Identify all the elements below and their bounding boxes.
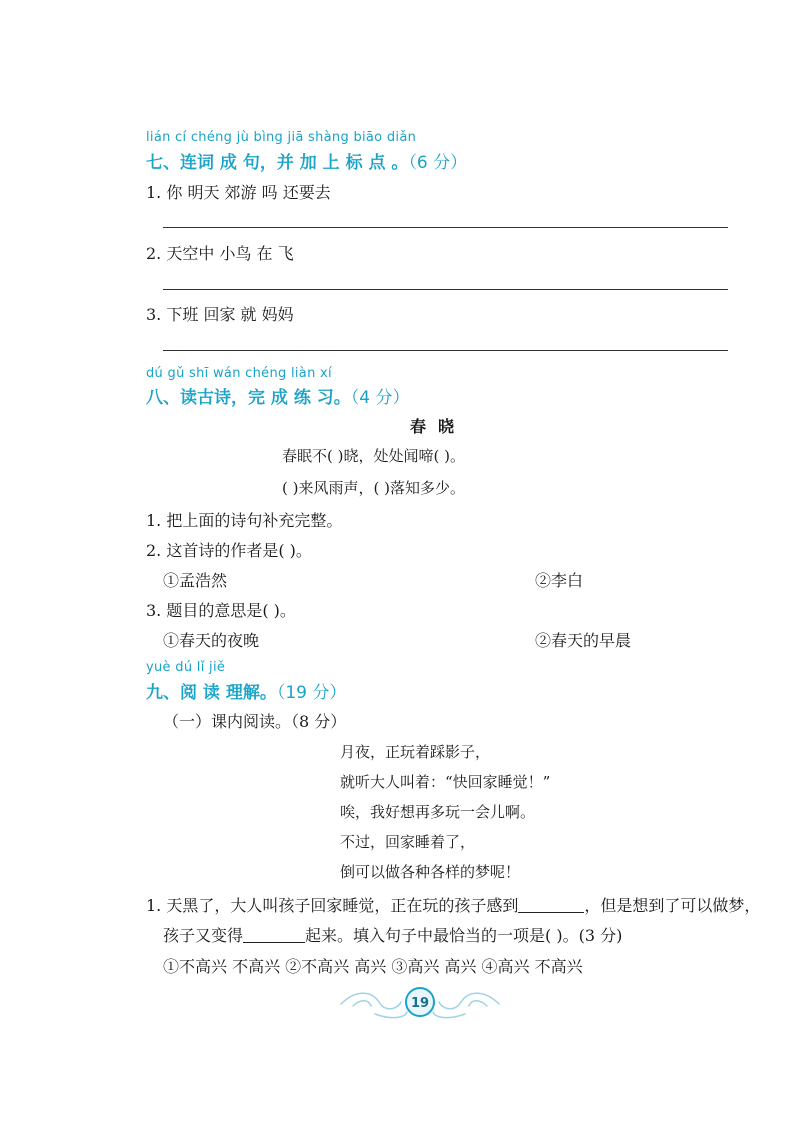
sec9-q1-part-d: 起来。填入句子中最恰当的一项是( )。(3 分) <box>305 926 623 945</box>
sec9-q1-line2 <box>163 923 622 946</box>
sec8-score: （4 分） <box>350 388 410 408</box>
sec8-heading-text: 八、读古诗，完 成 练 习。 <box>146 388 351 408</box>
reading-line-5: 倒可以做各种各样的梦呢！ <box>340 863 521 881</box>
sec9-pinyin: yuè dú lǐ jiě <box>146 660 226 675</box>
sec8-q2-opt1[interactable]: ①孟浩然 <box>163 571 228 590</box>
sec7-item-1: 1. 你 明天 郊游 吗 还要去 <box>146 183 331 202</box>
sec7-score: （6 分） <box>408 153 468 173</box>
sec9-q1-part-b: ，但是想到了可以做梦， <box>584 896 761 915</box>
poem-title: 春晓 <box>410 417 467 436</box>
sec9-heading <box>146 678 346 703</box>
sec9-q1-line1 <box>146 893 760 916</box>
answer-line-2[interactable] <box>163 289 728 290</box>
sec7-heading-text: 七、连词 成 句，并 加 上 标 点 。 <box>146 153 409 173</box>
sec7-item-2: 2. 天空中 小鸟 在 飞 <box>146 244 294 263</box>
answer-line-3[interactable] <box>163 350 728 351</box>
reading-line-3: 唉，我好想再多玩一会儿啊。 <box>340 803 536 821</box>
page-number: 19 <box>410 996 430 1011</box>
sec9-score: （19 分） <box>276 683 347 703</box>
sec8-q3-opt1[interactable]: ①春天的夜晚 <box>163 631 260 650</box>
reading-line-4: 不过，回家睡着了， <box>340 833 476 851</box>
sec9-q1-part-a: 1. 天黑了，大人叫孩子回家睡觉，正在玩的孩子感到 <box>146 896 519 915</box>
sec9-heading-text: 九、阅 读 理解。 <box>146 683 277 703</box>
sec9-q1-options: ①不高兴 不高兴 ②不高兴 高兴 ③高兴 高兴 ④高兴 不高兴 <box>163 957 583 976</box>
fill-blank-1[interactable] <box>518 898 584 913</box>
footer-ornament <box>335 980 505 1025</box>
answer-line-1[interactable] <box>163 227 728 228</box>
sec9-q1-part-c: 孩子又变得 <box>163 926 244 945</box>
sec8-q3: 3. 题目的意思是( )。 <box>146 601 296 620</box>
sec7-item-3: 3. 下班 回家 就 妈妈 <box>146 305 294 324</box>
reading-line-2: 就听大人叫着：“快回家睡觉！” <box>340 773 551 791</box>
sec8-q1: 1. 把上面的诗句补充完整。 <box>146 511 343 530</box>
sec9-subheading: （一）课内阅读。（8 分） <box>163 712 347 731</box>
fill-blank-2[interactable] <box>243 928 305 943</box>
poem-line-1: 春眠不( )晓，处处闻啼( )。 <box>282 447 465 465</box>
sec8-q2: 2. 这首诗的作者是( )。 <box>146 541 312 560</box>
sec7-heading <box>146 148 467 173</box>
reading-line-1: 月夜，正玩着踩影子， <box>340 743 491 761</box>
sec7-pinyin: lián cí chéng jù bìng jiā shàng biāo diǎn <box>146 130 417 145</box>
sec8-heading <box>146 383 410 408</box>
sec8-q2-opt2[interactable]: ②李白 <box>535 571 584 590</box>
sec8-q3-opt2[interactable]: ②春天的早晨 <box>535 631 632 650</box>
sec8-pinyin: dú gǔ shī wán chéng liàn xí <box>146 366 332 381</box>
poem-line-2: ( )来风雨声，( )落知多少。 <box>282 479 465 497</box>
